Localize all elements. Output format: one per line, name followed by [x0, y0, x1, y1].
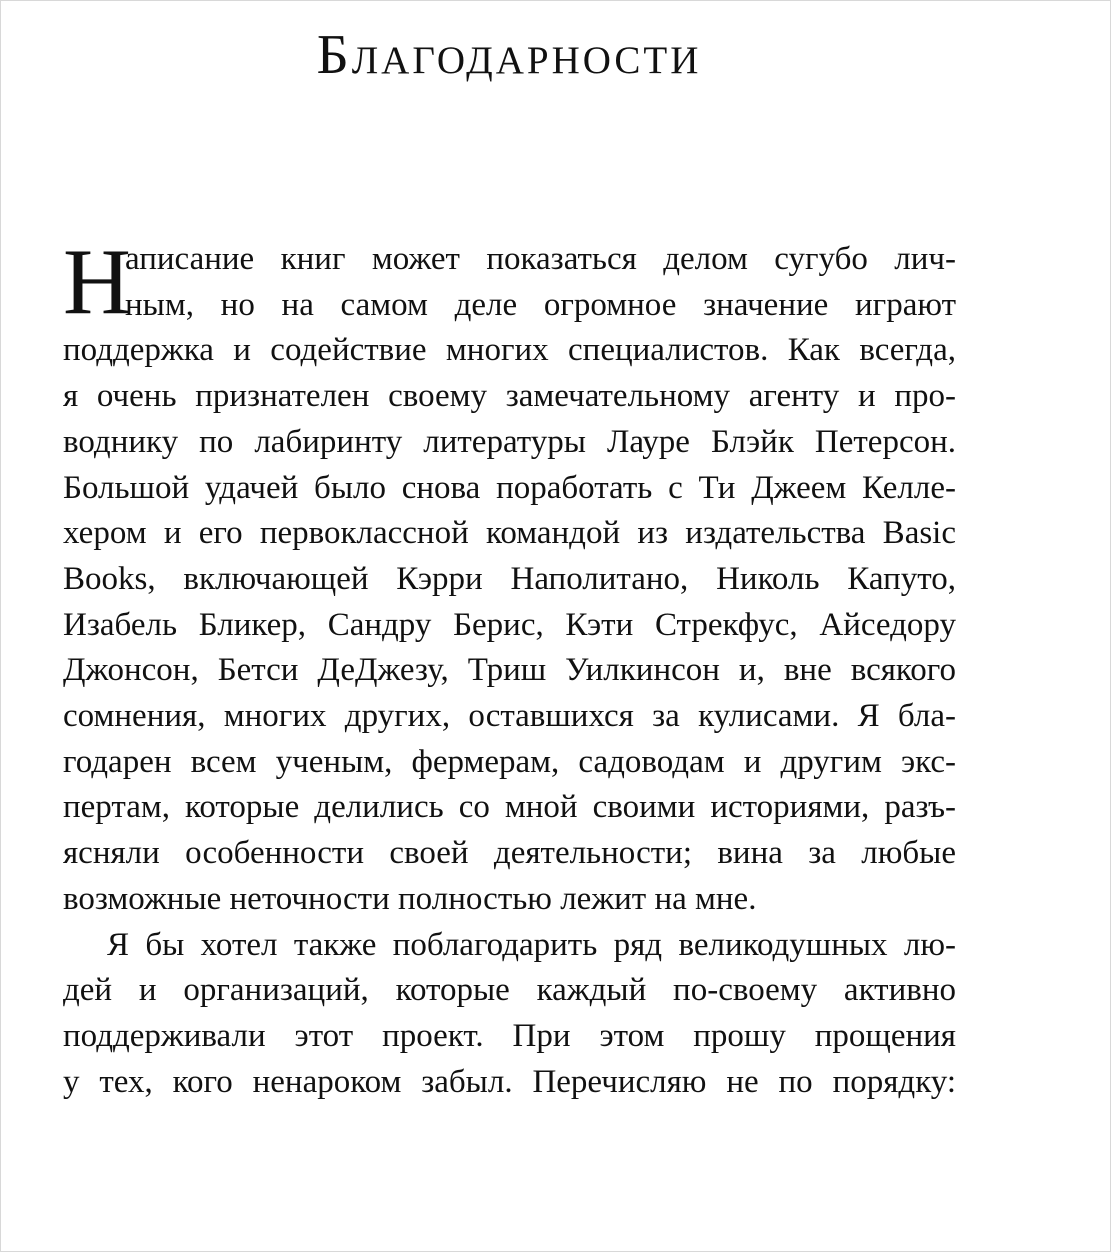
text-line: сомнения, многих других, оставшихся за кулисами. Я бла- [63, 698, 956, 735]
text-line: хером и его первоклассной командой из издательства Basic [63, 515, 956, 552]
text-line: поддерживали этот проект. При этом прошу прощения [63, 1017, 956, 1054]
text-line: поддержка и содействие многих специалистов. Как всегда, [63, 332, 956, 369]
text-line: возможные неточности полностью лежит на мне. [63, 880, 757, 917]
text-line: аписание книг может показаться делом сугубо лич- [125, 241, 956, 277]
paragraph-1 [63, 230, 956, 923]
text-line: Большой удачей было снова поработать с Ти Джеем Келле- [63, 469, 956, 506]
chapter-title: Благодарности [316, 24, 702, 86]
text-line: Books, включающей Кэрри Наполитано, Николь Капуто, [63, 560, 956, 597]
text-line: я очень признателен своему замечательному агенту и про- [63, 378, 956, 415]
text-line: ясняли особенности своей деятельности; вина за любые [63, 835, 956, 872]
text-line: дей и организаций, которые каждый по-своему активно [63, 972, 956, 1009]
body-text [63, 230, 956, 1105]
text-line: у тех, кого ненароком забыл. Перечисляю не по порядку: [63, 1063, 956, 1100]
text-line: воднику по лабиринту литературы Лауре Блэйк Петерсон. [63, 423, 956, 460]
text-line: Изабель Бликер, Сандру Берис, Кэти Стрекфус, Айседору [63, 606, 956, 643]
paragraph-2 [63, 923, 956, 1106]
text-line: годарен всем ученым, фермерам, садоводам и другим экс- [63, 743, 956, 780]
text-line: Я бы хотел также поблагодарить ряд великодушных лю- [107, 926, 956, 963]
text-line: пертам, которые делились со мной своими историями, разъ- [63, 789, 956, 826]
drop-cap: Н [63, 230, 131, 334]
text-line: Джонсон, Бетси ДеДжезу, Триш Уилкинсон и, вне всякого [63, 652, 956, 689]
text-line: ным, но на самом деле огромное значение играют [125, 286, 956, 323]
